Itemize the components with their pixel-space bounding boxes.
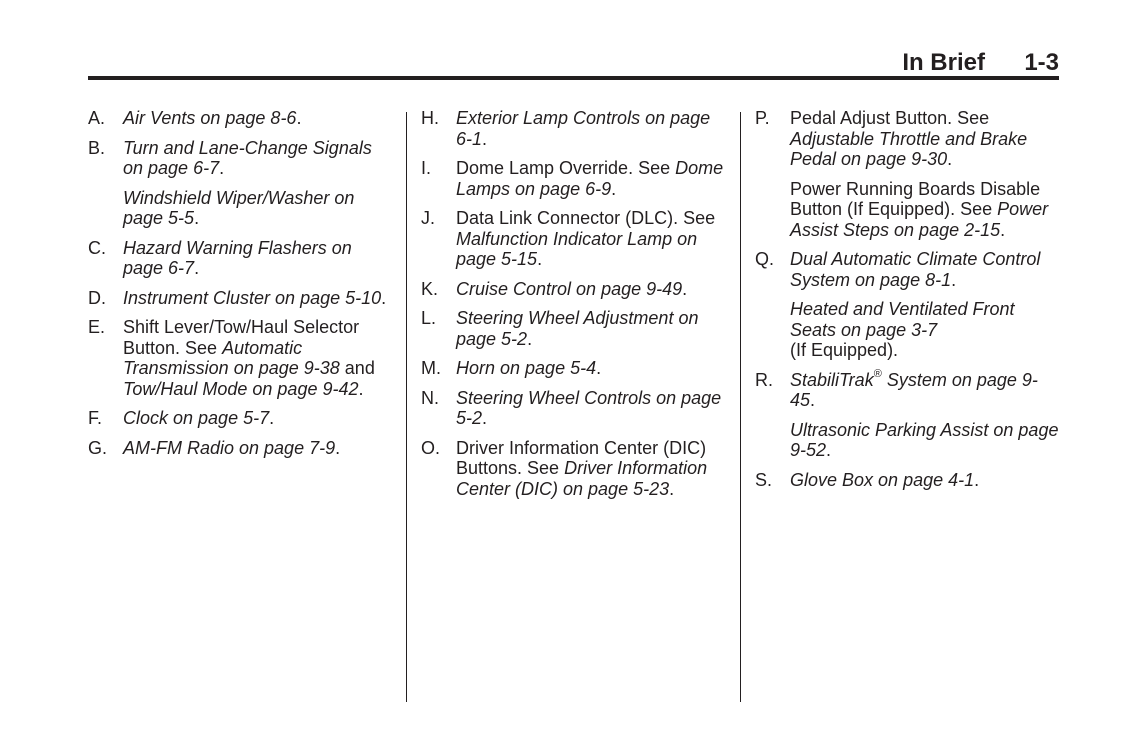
entry-h: H. Exterior Lamp Controls on page 6-1. [421,108,711,149]
cross-reference-link[interactable]: Horn on page 5-4 [456,358,597,378]
cross-reference-link[interactable]: Exterior Lamp Controls on page 6-1 [456,108,711,149]
entry-n: N. Steering Wheel Controls on page 5-2. [421,387,722,428]
entry-s: S. Glove Box on page 4-1. [755,469,980,490]
cross-reference-link[interactable]: StabiliTrak [790,369,874,390]
page-header [0,48,1059,78]
entry-letter: Q. [755,249,775,269]
entry-letter: M. [421,358,441,378]
cross-reference-link[interactable]: System on page 9-45 [790,369,1038,410]
cross-reference-link[interactable]: Power Assist Steps on page 2-15 [790,199,1049,240]
section-title: In Brief [902,49,985,76]
cross-reference-link[interactable]: Malfunction Indicator Lamp on page 5-15 [456,228,698,269]
entry-l: L. Steering Wheel Adjustment on page 5-2. [421,308,699,349]
entry-letter: K. [421,278,439,299]
column-1 [88,108,393,467]
entry-text: Driver Information Center (DIC) Buttons. See [456,437,707,478]
cross-reference-link[interactable]: Tow/Haul Mode on page 9-42 [123,378,359,399]
entry-b: B. Turn and Lane-Change Signals on page 6-7. [88,137,372,178]
entry-m: M. Horn on page 5-4. [421,358,602,378]
cross-reference-link[interactable]: Ultrasonic Parking Assist on page 9-52 [790,419,1059,460]
entry-letter: O. [421,437,441,458]
registered-mark: ® [873,367,882,380]
entry-letter: H. [421,108,439,128]
entry-p-sub: Power Running Boards Disable Button (If Equipped). See Power Assist Steps on page 2-15. [790,178,1049,240]
entry-q: Q. Dual Automatic Climate Control System on page 8-1. [755,249,1041,290]
column-3 [755,108,1060,499]
column-divider-1 [406,112,407,702]
entry-letter: C. [88,237,106,258]
entry-f: F. Clock on page 5-7. [88,408,275,428]
cross-reference-link[interactable]: Instrument Cluster on page 5-10 [123,287,382,308]
entry-letter: E. [88,317,106,337]
entry-letter: D. [88,287,106,308]
entry-text: Power Running Boards Disable Button (If Equipped). See [790,178,1041,219]
entry-r-sub: Ultrasonic Parking Assist on page 9-52. [790,419,1059,460]
entry-d: D. Instrument Cluster on page 5-10. [88,287,387,308]
cross-reference-link[interactable]: Dual Automatic Climate Control System on page 8-1 [790,249,1041,290]
column-divider-2 [740,112,741,702]
entry-text: Data Link Connector (DLC). See [456,208,716,228]
cross-reference-link[interactable]: Air Vents on page 8-6 [123,108,297,128]
cross-reference-link[interactable]: Clock on page 5-7 [123,408,270,428]
entry-letter: S. [755,469,773,490]
entry-i: I. Dome Lamp Override. See Dome Lamps on page 6-9. [421,158,724,199]
entry-letter: P. [755,108,770,128]
entry-letter: J. [421,208,436,228]
entry-letter: G. [88,437,108,458]
cross-reference-link[interactable]: Windshield Wiper/Washer on page 5-5 [123,187,355,228]
entry-text: Dome Lamp Override. See [456,158,676,178]
entry-e: E. Shift Lever/Tow/Haul Selector Button. See Automatic Transmission on page 9-38 and Tow/Haul Mode on page 9-42. [88,317,375,399]
entry-letter: R. [755,369,773,390]
entry-letter: F. [88,408,103,428]
cross-reference-link[interactable]: Turn and Lane-Change Signals on page 6-7 [123,137,372,178]
page-number: 1-3 [1024,49,1059,76]
entry-letter: B. [88,137,106,158]
entry-text: Pedal Adjust Button. See [790,108,990,128]
entry-c: C. Hazard Warning Flashers on page 6-7. [88,237,352,278]
entry-a: A. Air Vents on page 8-6. [88,108,302,128]
entry-p: P. Pedal Adjust Button. See Adjustable Throttle and Brake Pedal on page 9-30. [755,108,1028,169]
entry-letter: I. [421,158,432,178]
entry-j: J. Data Link Connector (DLC). See Malfunction Indicator Lamp on page 5-15. [421,208,716,269]
cross-reference-link[interactable]: Glove Box on page 4-1 [790,469,975,490]
entry-text: Shift Lever/Tow/Haul Selector Button. See [123,317,360,358]
entry-b-sub: Windshield Wiper/Washer on page 5-5. [123,187,355,228]
entry-letter: N. [421,387,439,408]
cross-reference-link[interactable]: Adjustable Throttle and Brake Pedal on page 9-30 [790,128,1028,169]
entry-letter: L. [421,308,437,328]
entry-k: K. Cruise Control on page 9-49. [421,278,688,299]
entry-r: R. StabiliTrak® System on page 9-45. [755,367,1038,410]
cross-reference-link[interactable]: Steering Wheel Adjustment on page 5-2 [456,308,699,349]
cross-reference-link[interactable]: Cruise Control on page 9-49 [456,278,683,299]
cross-reference-link[interactable]: Dome Lamps on page 6-9 [456,158,724,199]
entry-g: G. AM-FM Radio on page 7-9. [88,437,341,458]
cross-reference-link[interactable]: Hazard Warning Flashers on page 6-7 [123,237,352,278]
entry-o: O. Driver Information Center (DIC) Buttons. See Driver Information Center (DIC) on page 5-23. [421,437,708,499]
cross-reference-link[interactable]: Steering Wheel Controls on page 5-2 [456,387,722,428]
entry-q-sub [755,299,1060,361]
cross-reference-link[interactable]: Automatic Transmission on page 9-38 [123,337,340,378]
cross-reference-link[interactable]: Driver Information Center (DIC) on page 5-23 [456,458,708,499]
entry-text: (If Equipped). [790,340,899,360]
cross-reference-link[interactable]: AM-FM Radio on page 7-9 [123,437,336,458]
entry-letter: A. [88,108,106,128]
column-2 [421,108,726,508]
cross-reference-link[interactable]: Heated and Ventilated Front Seats on page 3-7 [790,299,1015,340]
header-rule [88,76,1059,80]
